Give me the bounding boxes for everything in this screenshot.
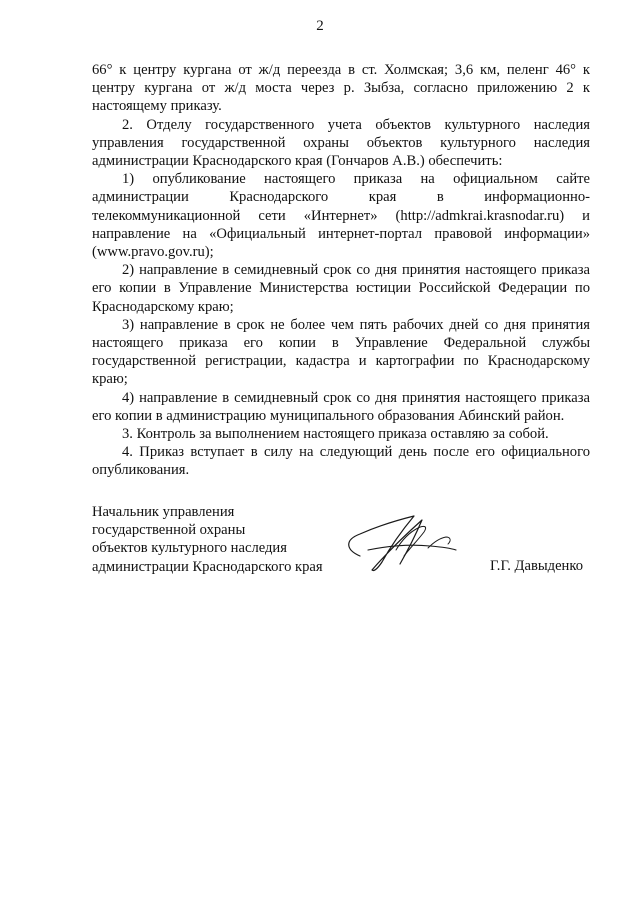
paragraph-subitem-3: 3) направление в срок не более чем пять рабочих дней со дня принятия настоящего приказа его копии в Управление Федеральной службы государственной регистрации, кадастра и картографии по Краснодарскому краю; <box>92 316 590 388</box>
signer-title-line: объектов культурного наследия <box>92 540 287 557</box>
paragraph-item-3: 3. Контроль за выполнением настоящего приказа оставляю за собой. <box>122 426 549 443</box>
handwritten-signature <box>338 510 468 580</box>
signer-title-line: Начальник управления <box>92 504 235 520</box>
paragraph-item-2: 2. Отделу государственного учета объектов культурного наследия управления государственной охраны объектов культурного наследия администрации Краснодарского края (Гончаров А.В.) обеспечить: <box>92 116 590 170</box>
paragraph-subitem-1: 1) опубликование настоящего приказа на официальном сайте администрации Краснодарского края в информационно-телекоммуникационной сети «Интернет» (http://admkrai.krasnodar.ru) и направление на «Официальный интернет-портал правовой информации» (www.pravo.gov.ru); <box>92 171 590 261</box>
paragraph-item-4: 4. Приказ вступает в силу на следующий день после его официального опубликования. <box>92 444 590 479</box>
signer-title-line: администрации Краснодарского края <box>92 558 323 575</box>
paragraph-subitem-2: 2) направление в семидневный срок со дня принятия настоящего приказа его копии в Управление Министерства юстиции Российской Федерации по Краснодарскому краю; <box>92 262 590 315</box>
paragraph-subitem-4: 4) направление в семидневный срок со дня принятия настоящего приказа его копии в администрацию муниципального образования Абинский район. <box>92 389 590 424</box>
document-body <box>92 61 590 480</box>
signer-title-line: государственной охраны <box>92 522 246 539</box>
signer-title-block <box>92 503 323 576</box>
signature-stroke <box>349 516 422 571</box>
signer-name: Г.Г. Давыденко <box>490 558 584 574</box>
paragraph-continuation: 66° к центру кургана от ж/д переезда в ст. Холмская; 3,6 км, пеленг 46° к центру кургана от ж/д моста через р. Зыбза, согласно приложению 2 к настоящему приказу. <box>92 62 590 115</box>
page-number: 2 <box>316 18 324 34</box>
